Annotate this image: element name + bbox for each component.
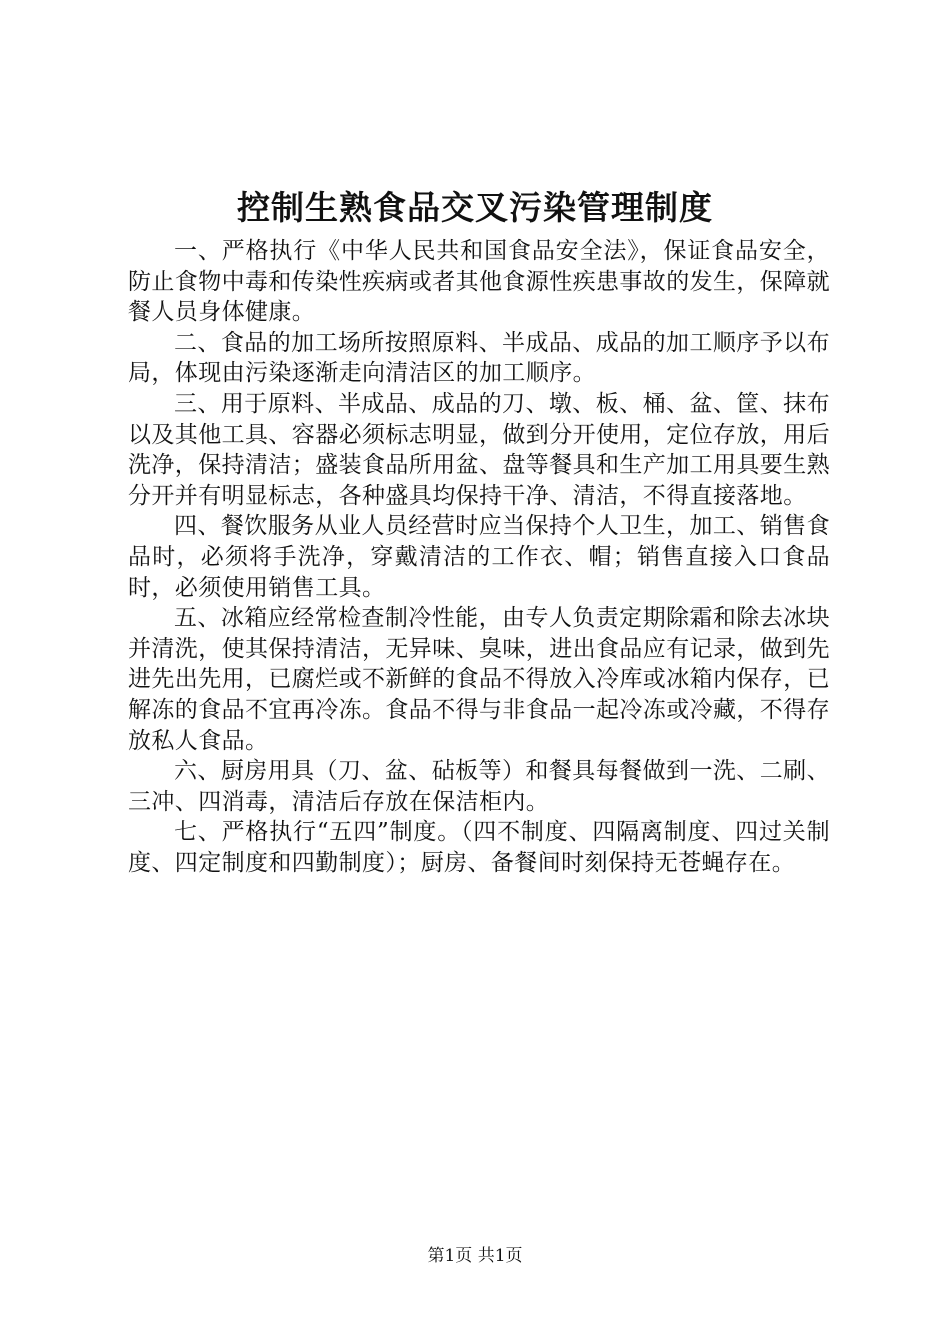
paragraph-6: 六、厨房用具（刀、盆、砧板等）和餐具每餐做到一洗、二刷、三冲、四消毒，清洁后存放在保洁柜内。 bbox=[128, 758, 830, 815]
paragraph-7: 七、严格执行“五四”制度。（四不制度、四隔离制度、四过关制度、四定制度和四勤制度）；厨房、备餐间时刻保持无苍蝇存在。 bbox=[128, 819, 830, 876]
paragraph-2: 二、食品的加工场所按照原料、半成品、成品的加工顺序予以布局，体现由污染逐渐走向清洁区的加工顺序。 bbox=[128, 329, 830, 387]
page-footer: 第1页 共1页 bbox=[427, 1246, 523, 1266]
paragraph-5: 五、冰箱应经常检查制冷性能，由专人负责定期除霜和除去冰块并清洗，使其保持清洁，无异味、臭味，进出食品应有记录，做到先进先出先用，已腐烂或不新鲜的食品不得放入冷库或冰箱内保存，已解冻的食品不宜再冷冻。食品不得与非食品一起冷冻或冷藏，不得存放私人食品。 bbox=[128, 605, 830, 754]
paragraph-4: 四、餐饮服务从业人员经营时应当保持个人卫生，加工、销售食品时，必须将手洗净，穿戴清洁的工作衣、帽；销售直接入口食品时，必须使用销售工具。 bbox=[128, 513, 830, 601]
document-title: 控制生熟食品交叉污染管理制度 bbox=[237, 188, 713, 227]
document-body bbox=[128, 236, 830, 878]
paragraph-1: 一、严格执行《中华人民共和国食品安全法》，保证食品安全，防止食物中毒和传染性疾病或者其他食源性疾患事故的发生，保障就餐人员身体健康。 bbox=[128, 238, 830, 326]
paragraph-3: 三、用于原料、半成品、成品的刀、墩、板、桶、盆、筐、抹布以及其他工具、容器必须标志明显，做到分开使用，定位存放，用后洗净，保持清洁；盛装食品所用盆、盘等餐具和生产加工用具要生熟分开并有明显标志，各种盛具均保持干净、清洁，不得直接落地。 bbox=[128, 390, 830, 509]
